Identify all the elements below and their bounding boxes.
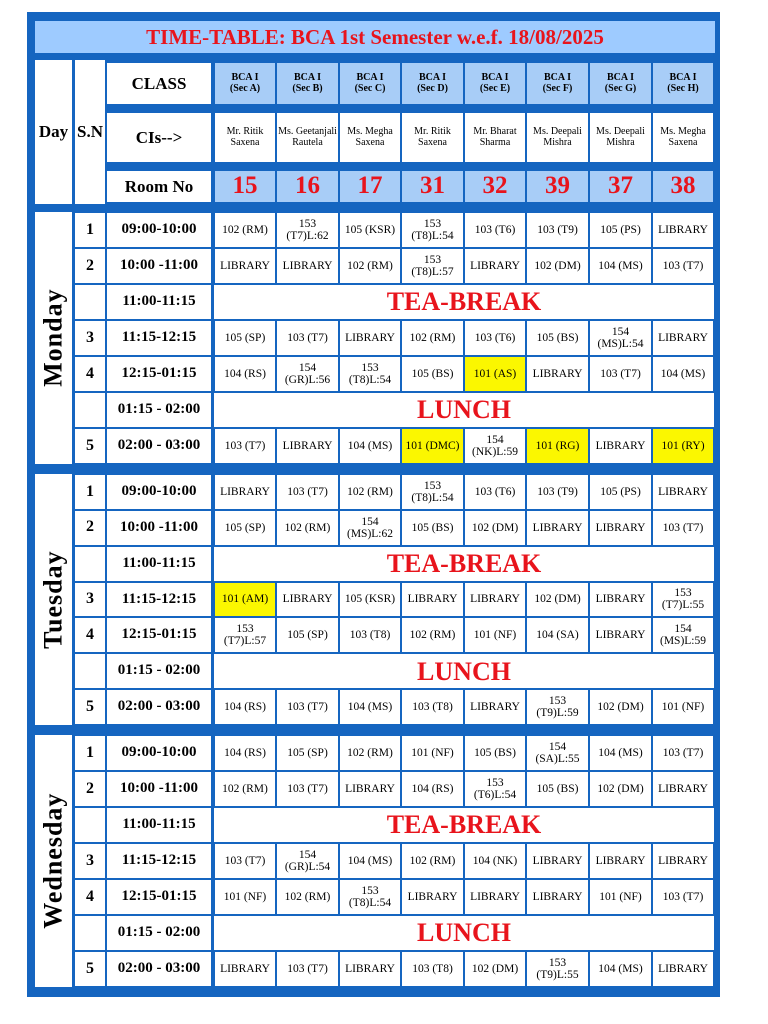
timetable-cell: 102 (DM) [465, 511, 525, 545]
class-incharge-5: Mr. Bharat Sharma [465, 113, 525, 162]
timetable-cell: 101 (AM) [215, 583, 275, 617]
serial-number: 5 [75, 690, 105, 724]
timetable-cell: LIBRARY [465, 583, 525, 617]
timetable-cell: LIBRARY [653, 772, 713, 806]
cis-header: CIs--> [107, 113, 211, 162]
class-incharge-6: Ms. Deepali Mishra [527, 113, 588, 162]
time-slot: 01:15 - 02:00 [107, 393, 211, 427]
serial-number [75, 916, 105, 950]
day-name: Wednesday [38, 792, 68, 930]
timetable-cell: LIBRARY [527, 844, 588, 878]
timetable-cell: LIBRARY [402, 583, 463, 617]
timetable-cell: 104 (NK) [465, 844, 525, 878]
timetable-cell: LIBRARY [590, 844, 651, 878]
timetable-cell: 102 (DM) [527, 249, 588, 283]
timetable-cell: 101 (NF) [402, 736, 463, 770]
lunch-break: LUNCH [214, 393, 714, 427]
timetable-cell: 103 (T7) [590, 357, 651, 391]
class-header: CLASS [107, 63, 211, 104]
timetable-cell: 104 (SA) [527, 618, 588, 652]
section-label: (Sec H) [667, 82, 699, 94]
timetable-cell: 102 (RM) [215, 772, 275, 806]
class-section-6 [527, 63, 588, 104]
timetable-cell: 103 (T9) [527, 213, 588, 247]
timetable-cell: 154 (MS)L:54 [590, 321, 651, 355]
timetable-cell: 153 (T8)L:54 [340, 880, 400, 914]
day-label-tuesday [35, 474, 72, 725]
timetable-cell: 153 (T7)L:57 [215, 618, 275, 652]
timetable-cell: 105 (PS) [590, 475, 651, 509]
timetable-cell: 104 (RS) [215, 736, 275, 770]
timetable-cell: 103 (T6) [465, 213, 525, 247]
timetable-cell: LIBRARY [402, 880, 463, 914]
timetable-cell: 104 (MS) [590, 736, 651, 770]
timetable-cell: 154 (SA)L:55 [527, 736, 588, 770]
timetable-cell: 102 (RM) [340, 475, 400, 509]
page-title: TIME-TABLE: BCA 1st Semester w.e.f. 18/08/2025 [35, 21, 715, 53]
timetable-cell: 104 (MS) [590, 952, 651, 986]
section-label: (Sec G) [604, 82, 637, 94]
timetable-cell: LIBRARY [590, 511, 651, 545]
timetable-cell: 102 (RM) [402, 618, 463, 652]
timetable-cell: 104 (MS) [340, 690, 400, 724]
timetable-cell: 102 (RM) [277, 880, 338, 914]
timetable-cell: 153 (T6)L:54 [465, 772, 525, 806]
timetable-cell: 103 (T7) [653, 249, 713, 283]
section-name: BCA I [607, 72, 634, 83]
section-label: (Sec F) [542, 82, 573, 94]
time-slot: 09:00-10:00 [107, 475, 211, 509]
timetable-cell: 105 (BS) [402, 357, 463, 391]
section-name: BCA I [481, 72, 509, 83]
timetable-cell: LIBRARY [340, 321, 400, 355]
timetable-cell: LIBRARY [527, 880, 588, 914]
timetable-cell: 103 (T7) [277, 690, 338, 724]
timetable-cell: LIBRARY [277, 249, 338, 283]
time-slot: 11:15-12:15 [107, 844, 211, 878]
class-section-8 [653, 63, 713, 104]
time-slot: 11:00-11:15 [107, 285, 211, 319]
timetable-cell: 101 (AS) [465, 357, 525, 391]
time-slot: 11:00-11:15 [107, 547, 211, 581]
timetable-cell: 103 (T7) [277, 475, 338, 509]
serial-number [75, 393, 105, 427]
timetable-cell: 102 (RM) [340, 249, 400, 283]
timetable-cell: 153 (T8)L:54 [402, 475, 463, 509]
timetable-cell: 154 (GR)L:54 [277, 844, 338, 878]
timetable-cell: 105 (SP) [215, 511, 275, 545]
day-label-wednesday [35, 735, 72, 987]
timetable-cell: LIBRARY [527, 511, 588, 545]
time-slot: 09:00-10:00 [107, 736, 211, 770]
tea-break: TEA-BREAK [214, 547, 714, 581]
timetable-cell: 105 (BS) [465, 736, 525, 770]
timetable-cell: 104 (MS) [590, 249, 651, 283]
timetable-cell: 103 (T7) [215, 429, 275, 463]
time-slot: 11:15-12:15 [107, 583, 211, 617]
timetable-cell: 105 (SP) [277, 736, 338, 770]
timetable-cell: 105 (SP) [215, 321, 275, 355]
timetable-cell: 102 (RM) [215, 213, 275, 247]
timetable-cell: 103 (T7) [277, 952, 338, 986]
time-slot: 02:00 - 03:00 [107, 429, 211, 463]
timetable-cell: 103 (T7) [277, 321, 338, 355]
timetable-cell: 104 (MS) [653, 357, 713, 391]
timetable-cell: 101 (DMC) [402, 429, 463, 463]
serial-number: 4 [75, 357, 105, 391]
serial-number: 5 [75, 429, 105, 463]
timetable-cell: 154 (MS)L:62 [340, 511, 400, 545]
timetable-cell: 105 (KSR) [340, 583, 400, 617]
timetable-cell: LIBRARY [653, 952, 713, 986]
time-slot: 12:15-01:15 [107, 618, 211, 652]
time-slot: 10:00 -11:00 [107, 772, 211, 806]
time-slot: 01:15 - 02:00 [107, 916, 211, 950]
lunch-break: LUNCH [214, 916, 714, 950]
section-name: BCA I [294, 72, 321, 83]
time-slot: 09:00-10:00 [107, 213, 211, 247]
timetable-cell: 103 (T7) [653, 880, 713, 914]
timetable-cell: 105 (BS) [527, 772, 588, 806]
section-name: BCA I [419, 72, 446, 83]
timetable-cell: 104 (MS) [340, 429, 400, 463]
time-slot: 11:00-11:15 [107, 808, 211, 842]
timetable-cell: 101 (NF) [215, 880, 275, 914]
day-label-monday [35, 212, 72, 464]
class-section-4 [402, 63, 463, 104]
timetable-cell: 103 (T6) [465, 321, 525, 355]
time-slot: 02:00 - 03:00 [107, 690, 211, 724]
timetable-cell: 103 (T8) [402, 690, 463, 724]
timetable-cell: 153 (T8)L:54 [402, 213, 463, 247]
sn-header: S.N [75, 60, 105, 204]
class-incharge-4: Mr. Ritik Saxena [402, 113, 463, 162]
room-number-5: 32 [465, 171, 525, 202]
section-label: (Sec E) [479, 82, 511, 94]
timetable-cell: LIBRARY [277, 583, 338, 617]
timetable-cell: 103 (T7) [653, 511, 713, 545]
timetable-cell: LIBRARY [653, 321, 713, 355]
timetable-cell: LIBRARY [653, 475, 713, 509]
timetable-cell: 154 (NK)L:59 [465, 429, 525, 463]
timetable-cell: LIBRARY [215, 249, 275, 283]
timetable-cell: 153 (T7)L:62 [277, 213, 338, 247]
timetable-cell: LIBRARY [527, 357, 588, 391]
serial-number [75, 654, 105, 688]
lunch-break: LUNCH [214, 654, 714, 688]
room-number-4: 31 [402, 171, 463, 202]
serial-number: 2 [75, 249, 105, 283]
timetable-cell: 154 (MS)L:59 [653, 618, 713, 652]
serial-number [75, 547, 105, 581]
timetable-cell: 154 (GR)L:56 [277, 357, 338, 391]
section-label: (Sec C) [354, 82, 386, 94]
timetable-cell: 104 (RS) [215, 357, 275, 391]
day-name: Monday [38, 288, 68, 388]
section-name: BCA I [356, 72, 384, 83]
class-section-2 [277, 63, 338, 104]
class-incharge-7: Ms. Deepali Mishra [590, 113, 651, 162]
timetable-cell: 102 (DM) [527, 583, 588, 617]
timetable-cell: LIBRARY [590, 618, 651, 652]
serial-number: 4 [75, 618, 105, 652]
timetable-cell: 105 (BS) [527, 321, 588, 355]
timetable-cell: 101 (RY) [653, 429, 713, 463]
serial-number: 1 [75, 736, 105, 770]
timetable-cell: 101 (NF) [590, 880, 651, 914]
timetable-cell: 102 (DM) [590, 772, 651, 806]
timetable-cell: 153 (T8)L:54 [340, 357, 400, 391]
timetable-cell: 103 (T7) [653, 736, 713, 770]
tea-break: TEA-BREAK [214, 808, 714, 842]
room-number-7: 37 [590, 171, 651, 202]
timetable-cell: 153 (T9)L:55 [527, 952, 588, 986]
serial-number: 2 [75, 511, 105, 545]
serial-number: 2 [75, 772, 105, 806]
time-slot: 01:15 - 02:00 [107, 654, 211, 688]
timetable-cell: LIBRARY [653, 844, 713, 878]
timetable-cell: LIBRARY [215, 475, 275, 509]
timetable-cell: LIBRARY [340, 772, 400, 806]
timetable-cell: 102 (RM) [340, 736, 400, 770]
timetable-cell: 105 (PS) [590, 213, 651, 247]
class-incharge-1: Mr. Ritik Saxena [215, 113, 275, 162]
timetable-cell: LIBRARY [590, 429, 651, 463]
day-header: Day [35, 60, 72, 204]
timetable-sheet [27, 12, 720, 997]
time-slot: 02:00 - 03:00 [107, 952, 211, 986]
timetable-cell: LIBRARY [215, 952, 275, 986]
timetable-cell: 102 (DM) [590, 690, 651, 724]
time-slot: 12:15-01:15 [107, 880, 211, 914]
timetable-cell: 103 (T6) [465, 475, 525, 509]
class-section-3 [340, 63, 400, 104]
serial-number: 1 [75, 213, 105, 247]
room-number-6: 39 [527, 171, 588, 202]
section-name: BCA I [669, 72, 697, 83]
timetable-cell: 153 (T8)L:57 [402, 249, 463, 283]
timetable-cell: 104 (MS) [340, 844, 400, 878]
time-slot: 10:00 -11:00 [107, 249, 211, 283]
tea-break: TEA-BREAK [214, 285, 714, 319]
timetable-cell: 102 (RM) [402, 321, 463, 355]
timetable-cell: 102 (RM) [277, 511, 338, 545]
time-slot: 10:00 -11:00 [107, 511, 211, 545]
timetable-cell: 103 (T8) [340, 618, 400, 652]
timetable-cell: 103 (T9) [527, 475, 588, 509]
room-number-1: 15 [215, 171, 275, 202]
timetable-cell: 101 (NF) [465, 618, 525, 652]
room-number-3: 17 [340, 171, 400, 202]
timetable-cell: 105 (BS) [402, 511, 463, 545]
timetable-cell: LIBRARY [465, 249, 525, 283]
time-slot: 11:15-12:15 [107, 321, 211, 355]
timetable-cell: 101 (RG) [527, 429, 588, 463]
class-incharge-8: Ms. Megha Saxena [653, 113, 713, 162]
class-incharge-2: Ms. Geetanjali Rautela [277, 113, 338, 162]
timetable-cell: LIBRARY [340, 952, 400, 986]
timetable-cell: 103 (T7) [215, 844, 275, 878]
day-name: Tuesday [38, 550, 68, 649]
section-name: BCA I [544, 72, 571, 83]
timetable-cell: 101 (NF) [653, 690, 713, 724]
class-incharge-3: Ms. Megha Saxena [340, 113, 400, 162]
timetable-cell: LIBRARY [653, 213, 713, 247]
section-label: (Sec D) [417, 82, 448, 94]
section-label: (Sec A) [229, 82, 261, 94]
room-header: Room No [107, 171, 211, 202]
serial-number: 1 [75, 475, 105, 509]
room-number-2: 16 [277, 171, 338, 202]
timetable-cell: LIBRARY [465, 880, 525, 914]
class-section-7 [590, 63, 651, 104]
timetable-cell: 102 (DM) [465, 952, 525, 986]
serial-number: 3 [75, 583, 105, 617]
timetable-cell: LIBRARY [465, 690, 525, 724]
section-name: BCA I [231, 72, 259, 83]
serial-number: 3 [75, 321, 105, 355]
serial-number: 5 [75, 952, 105, 986]
room-number-8: 38 [653, 171, 713, 202]
timetable-cell: LIBRARY [277, 429, 338, 463]
serial-number [75, 808, 105, 842]
section-label: (Sec B) [292, 82, 323, 94]
timetable-cell: 103 (T7) [277, 772, 338, 806]
serial-number: 4 [75, 880, 105, 914]
timetable-cell: 153 (T9)L:59 [527, 690, 588, 724]
serial-number: 3 [75, 844, 105, 878]
time-slot: 12:15-01:15 [107, 357, 211, 391]
timetable-cell: 104 (RS) [402, 772, 463, 806]
timetable-cell: 103 (T8) [402, 952, 463, 986]
timetable-cell: LIBRARY [590, 583, 651, 617]
class-section-1 [215, 63, 275, 104]
timetable-cell: 153 (T7)L:55 [653, 583, 713, 617]
timetable-cell: 104 (RS) [215, 690, 275, 724]
timetable-cell: 105 (SP) [277, 618, 338, 652]
timetable-cell: 105 (KSR) [340, 213, 400, 247]
serial-number [75, 285, 105, 319]
class-section-5 [465, 63, 525, 104]
timetable-cell: 102 (RM) [402, 844, 463, 878]
